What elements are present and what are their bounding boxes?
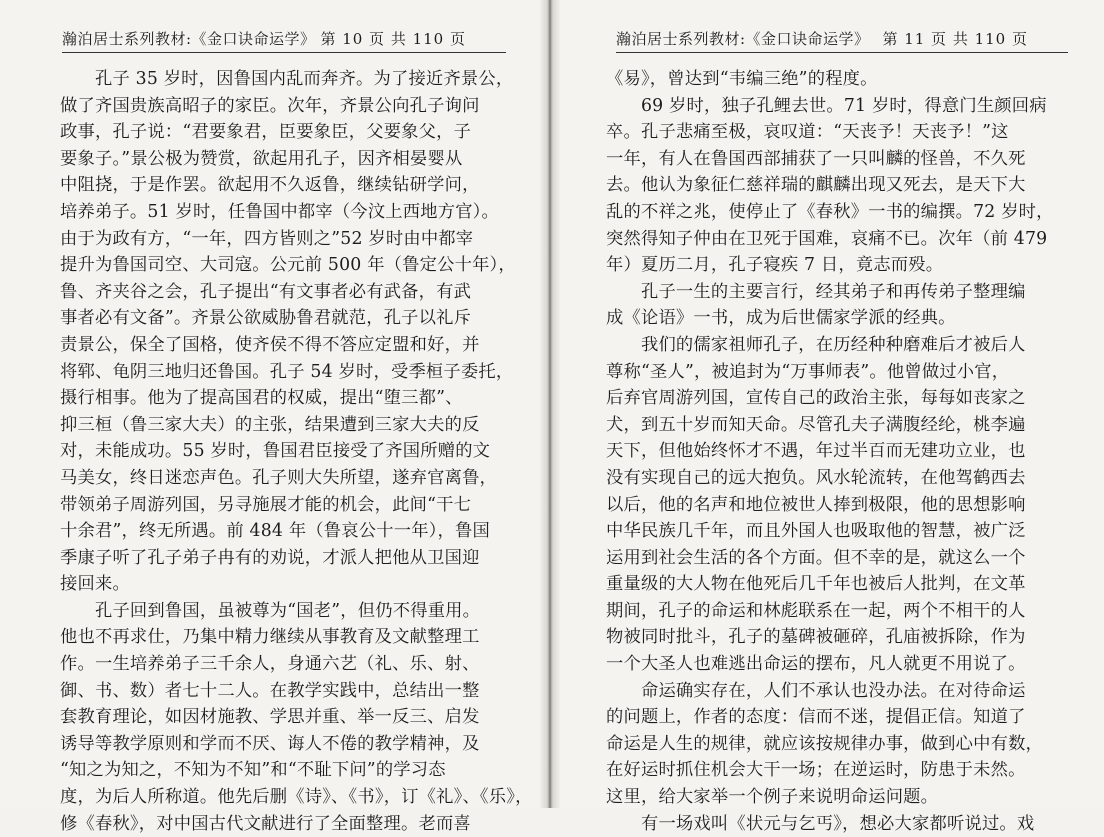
text-line: 修《春秋》，对中国古代文献进行了全面整理。老而喜 [60, 813, 471, 834]
text-line: 将郓、龟阴三地归还鲁国。孔子 54 岁时，受季桓子委托， [60, 361, 514, 382]
text-line: 诱导等教学原则和学而不厌、诲人不倦的教学精神，及 [60, 733, 480, 754]
page-header [62, 28, 506, 53]
text-line: 期间，孔子的命运和林彪联系在一起，两个不相干的人 [606, 600, 1026, 621]
text-line: 卒。孔子悲痛至极，哀叹道：“天丧予！天丧予！”这 [606, 122, 1009, 143]
text-line: 运用到社会生活的各个方面。但不幸的是，就这么一个 [606, 547, 1026, 568]
text-line: 突然得知子仲由在卫死于国难，哀痛不已。次年（前 479 [606, 228, 1048, 249]
text-line: 69 岁时，独子孔鲤去世。71 岁时，得意门生颜回病 [606, 95, 1047, 116]
text-line: 没有实现自己的远大抱负。风水轮流转，在他驾鹤西去 [606, 467, 1026, 488]
series-title: 瀚泊居士系列教材:《金口诀命运学》 [616, 30, 870, 48]
text-line: 鲁、齐夹谷之会，孔子提出“有文事者必有武备，有武 [60, 281, 472, 302]
page-number: 第 10 页 共 110 页 [320, 30, 466, 48]
text-line: 一年，有人在鲁国西部捕获了一只叫麟的怪兽，不久死 [606, 148, 1026, 169]
text-line: 一个大圣人也难逃出命运的摆布，凡人就更不用说了。 [606, 654, 1026, 675]
text-line: 命运是人生的规律，就应该按规律办事，做到心中有数， [606, 733, 1044, 754]
text-line: 他也不再求仕，乃集中精力继续从事教育及文献整理工 [60, 627, 480, 648]
text-line: 乱的不祥之兆，使停止了《春秋》一书的编撰。72 岁时， [606, 201, 1054, 222]
right-page [560, 0, 1104, 834]
text-line: 中华民族几千年，而且外国人也吸取他的智慧，被广泛 [606, 521, 1026, 542]
text-line: 孔子一生的主要言行，经其弟子和再传弟子整理编 [606, 281, 1026, 302]
text-line: 天下，但他始终怀才不遇，年过半百而无建功立业，也 [606, 441, 1026, 462]
text-line: 命运确实存在，人们不承认也没办法。在对待命运 [606, 680, 1026, 701]
text-line: 责景公，保全了国格，使齐侯不得不答应定盟和好，并 [60, 334, 480, 355]
text-line: 这里，给大家举一个例子来说明命运问题。 [606, 787, 939, 808]
text-line: 事者必有文备”。齐景公欲威胁鲁君就范，孔子以礼斥 [60, 308, 472, 329]
text-line: 对，未能成功。55 岁时，鲁国君臣接受了齐国所赠的文 [60, 441, 491, 462]
text-line: 孔子 35 岁时，因鲁国内乱而奔齐。为了接近齐景公， [60, 69, 514, 89]
text-line: 年）夏历二月，孔子寝疾 7 日，竟志而殁。 [606, 255, 944, 276]
text-line: 去。他认为象征仁慈祥瑞的麒麟出现又死去，是天下大 [606, 175, 1026, 196]
text-line: 作。一生培养弟子三千余人，身通六艺（礼、乐、射、 [60, 654, 480, 675]
text-line: 的问题上，作者的态度：信而不迷，提倡正信。知道了 [606, 707, 1026, 728]
text-line: 《易》，曾达到“韦编三绝”的程度。 [606, 69, 878, 89]
text-line: 御、书、数）者七十二人。在教学实践中，总结出一整 [60, 680, 480, 701]
text-line: 后弃官周游列国，宣传自己的政治主张，每每如丧家之 [606, 388, 1026, 409]
text-line: 重量级的大人物在他死后几千年也被后人批判，在文革 [606, 574, 1026, 595]
text-line: 中阻挠，于是作罢。欲起用不久返鲁，继续钻研学问， [60, 175, 480, 196]
text-line: 接回来。 [60, 574, 130, 595]
left-page [0, 0, 540, 834]
text-line: 尊称“圣人”，被追封为“万事师表”。他曾做过小官， [606, 361, 1010, 382]
text-line: 政事，孔子说：“君要象君，臣要象臣，父要象父，子 [60, 122, 472, 143]
text-line: 我们的儒家祖师孔子，在历经种种磨难后才被后人 [606, 334, 1026, 355]
text-line: 马美女，终日迷恋声色。孔子则大失所望，遂弃官离鲁， [60, 467, 498, 488]
text-line: 物被同时批斗，孔子的墓碑被砸碎，孔庙被拆除，作为 [606, 627, 1026, 648]
text-line: 做了齐国贵族高昭子的家臣。次年，齐景公向孔子询问 [60, 95, 480, 116]
text-line: 摄行相事。他为了提高国君的权威，提出“堕三都”、 [60, 388, 463, 409]
text-line: 抑三桓（鲁三家大夫）的主张，结果遭到三家大夫的反 [60, 414, 480, 435]
text-line: 在好运时抓住机会大干一场；在逆运时，防患于未然。 [606, 760, 1026, 781]
text-line: 成《论语》一书，成为后世儒家学派的经典。 [606, 308, 956, 329]
page-header [616, 28, 1068, 53]
text-line: 培养弟子。51 岁时，任鲁国中都宰（今汶上西地方官）。 [60, 201, 499, 222]
text-line: 套教育理论，如因材施教、学思并重、举一反三、启发 [60, 707, 480, 728]
text-line: 要象子。”景公极为赞赏，欲起用孔子，因齐相晏婴从 [60, 148, 463, 169]
text-line: 以后，他的名声和地位被世人捧到极限，他的思想影响 [606, 494, 1026, 515]
text-line: 由于为政有方，“一年，四方皆则之”52 岁时由中都宰 [60, 228, 474, 249]
book-gutter [540, 0, 560, 808]
text-line: 带领弟子周游列国，另寻施展才能的机会，此间“干七 [60, 494, 472, 515]
text-line: 犬，到五十岁而知天命。尽管孔夫子满腹经纶，桃李遍 [606, 414, 1026, 435]
page-number: 第 11 页 共 110 页 [882, 30, 1028, 48]
body-text [606, 66, 1074, 837]
text-line: 季康子听了孔子弟子冉有的劝说，才派人把他从卫国迎 [60, 547, 480, 568]
text-line: 孔子回到鲁国，虽被尊为“国老”，但仍不得重用。 [60, 600, 481, 621]
body-text [60, 66, 533, 837]
text-line: 度，为后人所称道。他先后删《诗》、《书》，订《礼》、《乐》， [60, 787, 533, 808]
text-line: 十余君”，终无所遇。前 484 年（鲁哀公十一年），鲁国 [60, 521, 490, 542]
text-line: 有一场戏叫《状元与乞丐》，想必大家都听说过。戏 [606, 813, 1035, 834]
text-line: 提升为鲁国司空、大司寇。公元前 500 年（鲁定公十年）， [60, 255, 516, 276]
text-line: “知之为知之，不知为不知”和“不耻下问”的学习态 [60, 760, 446, 781]
series-title: 瀚泊居士系列教材:《金口诀命运学》 [62, 30, 316, 48]
